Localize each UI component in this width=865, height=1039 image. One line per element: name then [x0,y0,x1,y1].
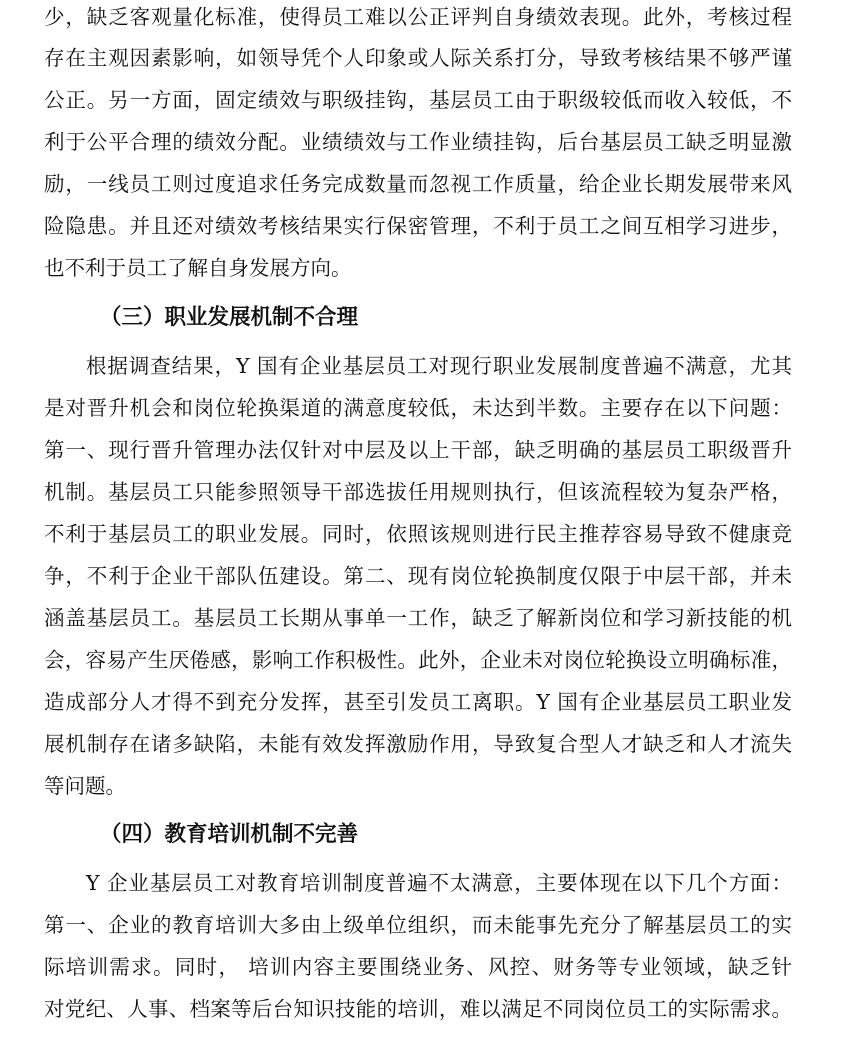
paragraph-line: 存在主观因素影响，如领导凭个人印象或人际关系打分，导致考核结果不够严谨 [44,46,792,70]
paragraph-line: 等问题。 [44,774,126,798]
paragraph-line: 第一、企业的教育培训大多由上级单位组织，而未能事先充分了解基层员工的实 [44,913,792,937]
paragraph-line: 造成部分人才得不到充分发挥，甚至引发员工离职。Y 国有企业基层员工职业发 [44,690,792,714]
paragraph-line: 涵盖基层员工。基层员工长期从事单一工作，缺乏了解新岗位和学习新技能的机 [44,606,792,630]
paragraph-line: 利于公平合理的绩效分配。业绩绩效与工作业绩挂钩，后台基层员工缺乏明显激 [44,130,792,154]
paragraph-line: 际培训需求。同时， 培训内容主要围绕业务、风控、财务等专业领域，缺乏针 [44,955,792,979]
section-heading-career-development: （三）职业发展机制不合理 [100,305,359,330]
paragraph-line: 第一、现行晋升管理办法仅针对中层及以上干部，缺乏明确的基层员工职级晋升 [44,438,792,462]
paragraph-line: 根据调查结果，Y 国有企业基层员工对现行职业发展制度普遍不满意，尤其 [86,354,792,378]
paragraph-line: 会，容易产生厌倦感，影响工作积极性。此外，企业未对岗位轮换设立明确标准， [44,648,792,672]
paragraph-line: 展机制存在诸多缺陷，未能有效发挥激励作用，导致复合型人才缺乏和人才流失 [44,732,792,756]
paragraph-line: 励，一线员工则过度追求任务完成数量而忽视工作质量，给企业长期发展带来风 [44,172,792,196]
paragraph-line: Y 企业基层员工对教育培训制度普遍不太满意，主要体现在以下几个方面： [86,871,792,895]
paragraph-line: 公正。另一方面，固定绩效与职级挂钩，基层员工由于职级较低而收入较低，不 [44,88,792,112]
section-heading-education-training: （四）教育培训机制不完善 [100,822,359,847]
paragraph-line: 争，不利于企业干部队伍建设。第二、现有岗位轮换制度仅限于中层干部，并未 [44,564,792,588]
paragraph-line: 机制。基层员工只能参照领导干部选拔任用规则执行，但该流程较为复杂严格， [44,480,792,504]
paragraph-line: 对党纪、人事、档案等后台知识技能的培训，难以满足不同岗位员工的实际需求。 [44,997,792,1021]
paragraph-line: 是对晋升机会和岗位轮换渠道的满意度较低，未达到半数。主要存在以下问题： [44,396,792,420]
paragraph-line: 不利于基层员工的职业发展。同时，依照该规则进行民主推荐容易导致不健康竞 [44,522,792,546]
paragraph-line: 少，缺乏客观量化标准，使得员工难以公正评判自身绩效表现。此外，考核过程 [44,5,792,29]
paragraph-line: 也不利于员工了解自身发展方向。 [44,256,352,280]
paragraph-line: 险隐患。并且还对绩效考核结果实行保密管理，不利于员工之间互相学习进步， [44,214,792,238]
